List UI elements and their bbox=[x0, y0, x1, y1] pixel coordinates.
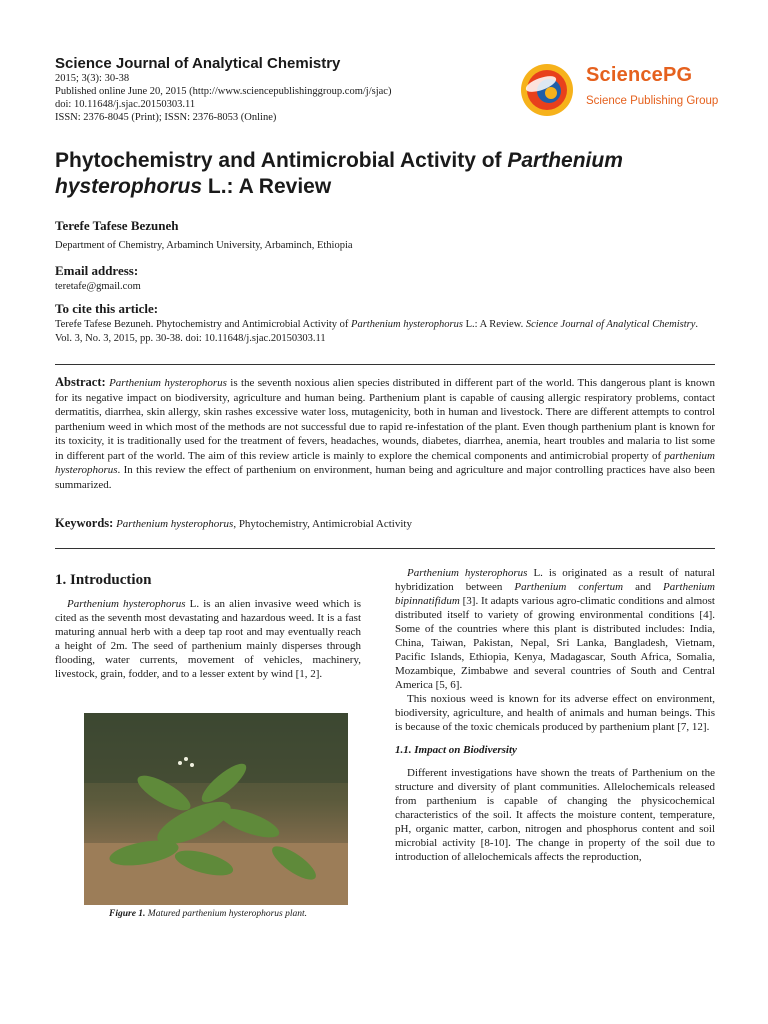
affiliation: Department of Chemistry, Arbaminch University, Arbaminch, Ethiopia bbox=[55, 240, 353, 251]
paper-title: Phytochemistry and Antimicrobial Activity of Parthenium hysterophorus L.: A Review bbox=[55, 149, 623, 198]
email-address[interactable]: teretafe@gmail.com bbox=[55, 281, 141, 292]
doi-line: doi: 10.11648/j.sjac.20150303.11 bbox=[55, 99, 196, 110]
biodiversity-paragraph: Different investigations have shown the treats of Parthenium on the structure and diversity of plant communities. Allelochemicals released from parthenium is capable of changing the physicochemical characteristics of the soil. It affects the moisture content, temperature, pH, organic matter, carbon, nitrogen and phosphorus content and soil microbial activity [8-10]. The change in property of the soil due to introduction of allelochemicals affects the reproduction, bbox=[395, 767, 715, 863]
citation: Terefe Tafese Bezuneh. Phytochemistry and Antimicrobial Activity of Parthenium hysterophorus L.: A Review. Science Journal of Analytical Chemistry. Vol. 3, No. 3, 2015, pp. 30-38. doi: 10.11648/j.sjac.20150303.11 bbox=[55, 319, 699, 344]
intro-paragraph: Parthenium hysterophorus L. is an alien invasive weed which is cited as the seventh most devastating and hazardous weed. It is a fast maturing annual herb with a deep tap root and may eventually reach a height of 2m. The seed of parthenium mainly disperses through flooding, water currents, movement of vehicles, machinery, livestock, grain, fodder, and to a lesser extent by wind [1, 2]. bbox=[55, 598, 361, 680]
published-line: Published online June 20, 2015 (http://www.sciencepublishinggroup.com/j/sjac) bbox=[55, 86, 392, 97]
biodiversity-subheading: 1.1. Impact on Biodiversity bbox=[395, 744, 517, 756]
author-name: Terefe Tafese Bezuneh bbox=[55, 218, 179, 233]
journal-title: Science Journal of Analytical Chemistry bbox=[55, 55, 341, 72]
cite-heading: To cite this article: bbox=[55, 301, 159, 316]
sciencepg-logo-icon bbox=[515, 60, 579, 120]
left-column bbox=[55, 572, 361, 681]
keywords: Keywords: Parthenium hysterophorus, Phytochemistry, Antimicrobial Activity bbox=[55, 516, 412, 530]
introduction-heading: 1. Introduction bbox=[55, 572, 152, 588]
abstract: Abstract: Parthenium hysterophorus is the seventh noxious alien species distributed in different part of the world. This dangerous plant is known for its negative impact on biodiversity, agriculture and human being. Parthenium plant is capable of causing allergic respiratory problems, contact dermatitis, diarrhea, skin allergy, skin rashes excessive water loss, mutagenicity, both in human and livestock. There are different attempts to control parthenium weed in which most of the methods are not successful due to rapid re-infestation of the plant. Even though parthenium plant is known for its toxicity, it is traditionally used for the treatment of fevers, headaches, wounds, diabetes, diarrhea, anemia, heart troubles and malaria to list some in different part of the world. The aim of this review article is mainly to explore the chemical components and antimicrobial property of parthenium hysterophorus. In this review the effect of parthenium on environment, human being and agriculture and major controlling practices have also been summarized. bbox=[55, 375, 716, 491]
issn-line: ISSN: 2376-8045 (Print); ISSN: 2376-8053 (Online) bbox=[55, 112, 277, 123]
parthenium-plant-image bbox=[84, 713, 348, 905]
origin-paragraph: Parthenium hysterophorus L. is originated as a result of natural hybridization between Parthenium confertum and Parthenium bipinnatifidum [3]. It adapts various agro-climatic conditions and almost distributed itself to variety of growing environmental conditions [4]. Some of the countries where this plant is distributed includes: India, China, Taiwan, Pakistan, Nepal, Sri Lanka, Bangladesh, Vietnam, Pacific Islands, Ethiopia, Kenya, Madagascar, South Africa, Somalia, Mozambique, Zimbabwe and several countries of South and Central America [5, 6]. bbox=[395, 567, 715, 691]
right-column bbox=[395, 566, 715, 864]
publisher-name: SciencePG bbox=[586, 64, 693, 86]
effects-paragraph: This noxious weed is known for its adverse effect on environment, biodiversity, agriculture, and health of animals and human beings. This is because of the toxic chemicals produced by parthenium plant [7, 12]. bbox=[395, 693, 715, 733]
figure-caption: Figure 1. Matured parthenium hysterophorus plant. bbox=[108, 909, 308, 919]
plant-photo bbox=[84, 713, 348, 905]
publisher-subtitle: Science Publishing Group bbox=[586, 95, 719, 107]
issue-line: 2015; 3(3): 30-38 bbox=[55, 73, 130, 84]
divider-bottom bbox=[55, 548, 715, 549]
email-heading: Email address: bbox=[55, 263, 139, 278]
divider-top bbox=[55, 364, 715, 365]
